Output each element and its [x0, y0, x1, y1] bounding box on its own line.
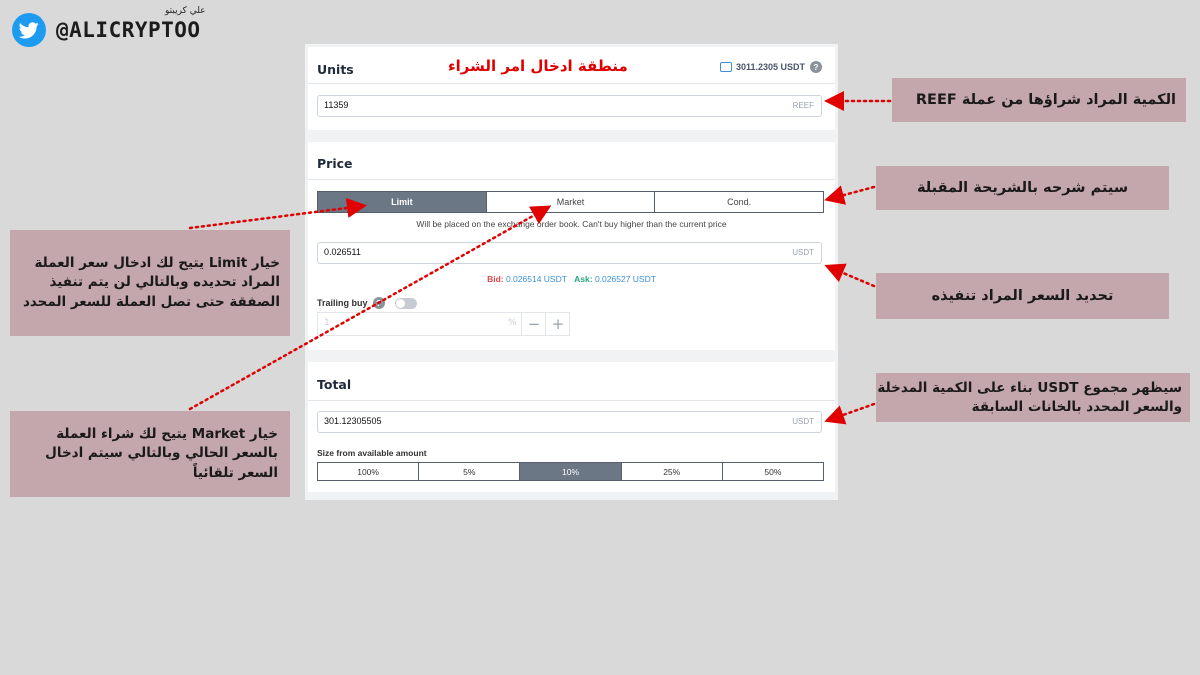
note-set-price: [876, 273, 1169, 319]
size-percent-buttons: [317, 462, 824, 481]
stepper-suffix: %: [508, 318, 517, 328]
size-label: Size from available amount: [317, 448, 427, 458]
units-label: Units: [317, 62, 354, 77]
stepper-value: 1: [324, 318, 330, 328]
units-value: 11359: [324, 100, 349, 110]
bid-label: Bid:: [487, 274, 504, 284]
price-currency: USDT: [792, 248, 814, 257]
ask-value[interactable]: 0.026527 USDT: [594, 274, 656, 284]
note-total: [876, 373, 1190, 422]
percent-10-button[interactable]: 10%: [520, 463, 621, 480]
tab-cond[interactable]: Cond.: [727, 197, 752, 207]
bid-value[interactable]: 0.026514 USDT: [505, 274, 567, 284]
tab-market[interactable]: Market: [487, 192, 656, 212]
total-label: Total: [317, 377, 352, 392]
note-quantity: [892, 78, 1186, 122]
price-input[interactable]: [317, 242, 822, 264]
ask-label: Ask:: [574, 274, 593, 284]
percent-50-button[interactable]: 50%: [764, 466, 782, 477]
twitter-icon: [12, 13, 46, 47]
plus-button[interactable]: +: [545, 313, 570, 335]
note-total-text: سيظهر مجموع USDT بناء على الكمية المدخلة والسعر المحدد بالخانات السابقة: [877, 380, 1182, 415]
trailing-buy: [317, 297, 417, 309]
total-value: 301.12305505: [324, 416, 382, 426]
help-icon[interactable]: ?: [810, 61, 822, 73]
balance-value: 3011.2305 USDT: [735, 62, 805, 72]
percent-100-button[interactable]: 100%: [318, 463, 419, 480]
note-market: [10, 411, 290, 497]
order-type-hint: Will be placed on the exchange order book. Can't buy higher than the current price: [416, 219, 727, 229]
order-type-tabs: [317, 191, 824, 213]
percent-25-button[interactable]: 25%: [622, 463, 723, 480]
price-value: 0.026511: [324, 247, 361, 257]
trailing-stepper[interactable]: [317, 312, 570, 336]
help-icon[interactable]: ?: [373, 297, 385, 309]
total-input[interactable]: [317, 411, 822, 433]
tab-limit[interactable]: Limit: [318, 192, 487, 212]
trailing-label: Trailing buy: [317, 298, 368, 308]
minus-button[interactable]: −: [521, 313, 546, 335]
units-section: [308, 47, 835, 130]
divider: [308, 400, 835, 401]
trailing-toggle[interactable]: [395, 298, 417, 309]
order-panel: [305, 44, 838, 500]
note-quantity-text: الكمية المراد شراؤها من عملة REEF: [915, 92, 1176, 108]
note-next-slide: [876, 166, 1169, 210]
brand: [12, 10, 201, 50]
order-entry-heading: منطقة ادخال امر الشراء: [448, 57, 628, 75]
divider: [308, 83, 835, 84]
note-limit-text: خيار Limit يتيح لك ادخال سعر العملة المراد تحديده وبالتالي لن يتم تنفيذ الصفقة حتى تصل العملة للسعر المحدد: [22, 254, 280, 310]
note-next-slide-text: سيتم شرحه بالشريحة المقبلة: [916, 180, 1129, 196]
total-section: [308, 362, 835, 492]
percent-5-button[interactable]: 5%: [419, 463, 520, 480]
units-input[interactable]: [317, 95, 822, 117]
note-limit: [10, 230, 290, 336]
units-currency: REEF: [792, 101, 814, 110]
note-market-text: خيار Market يتيح لك شراء العملة بالسعر الحالي وبالتالي سيتم ادخال السعر تلقائياً: [45, 425, 278, 481]
brand-handle: @ALICRYPTOO: [56, 18, 201, 42]
note-set-price-text: تحديد السعر المراد تنفيذه: [931, 288, 1114, 304]
brand-handle-arabic: علي كريبتو: [165, 6, 206, 16]
wallet-icon: [720, 62, 732, 72]
total-currency: USDT: [792, 417, 814, 426]
price-section: [308, 142, 835, 350]
divider: [308, 179, 835, 180]
bid-ask-line: [308, 274, 835, 284]
available-balance[interactable]: [720, 61, 822, 73]
price-label: Price: [317, 156, 353, 171]
